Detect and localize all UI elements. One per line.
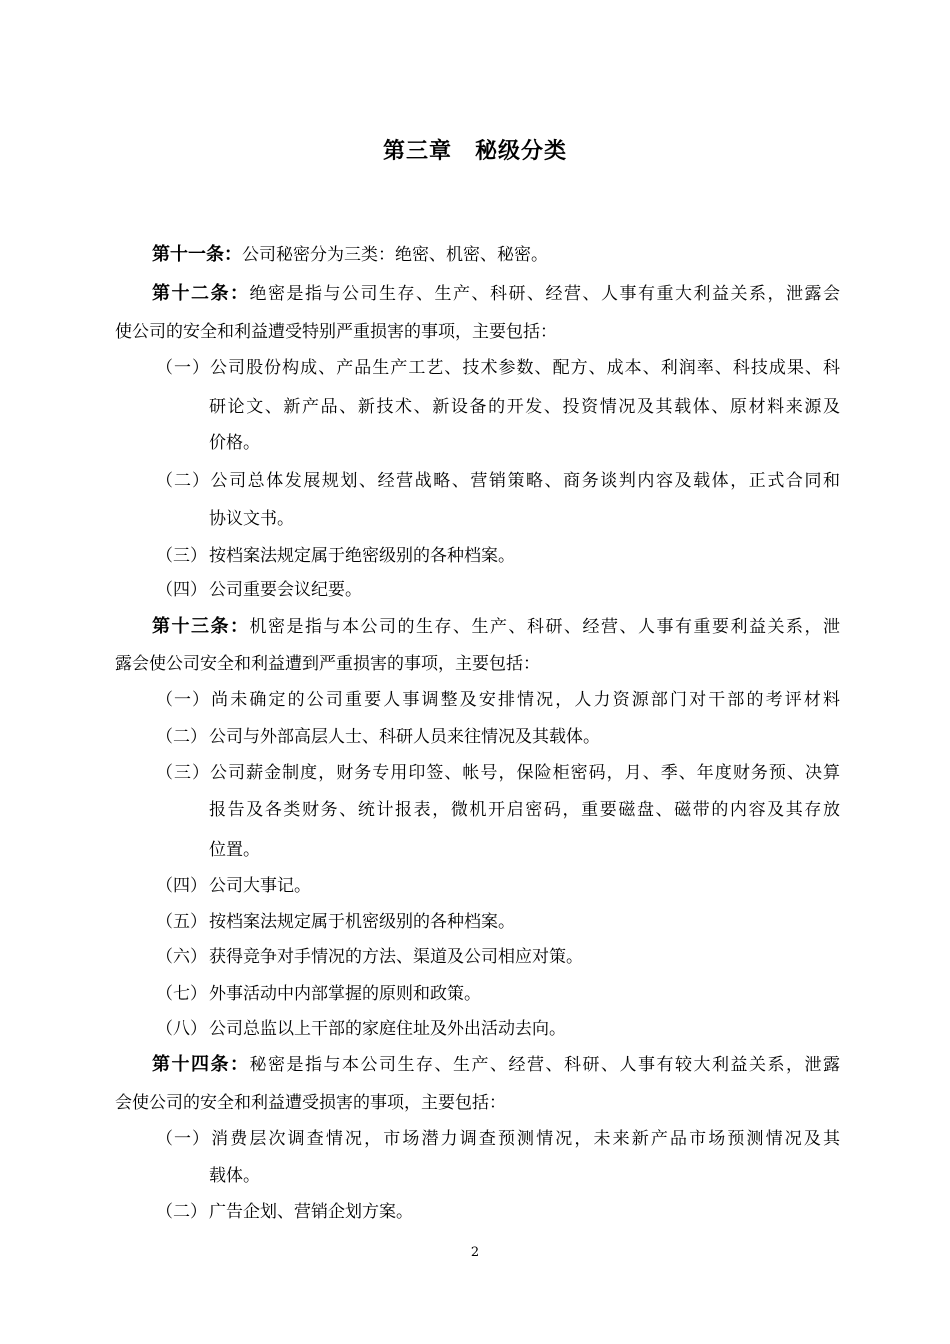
list-item-text: 协议文书。	[209, 509, 294, 529]
list-item-number: （二）	[156, 471, 209, 491]
list-item	[156, 356, 840, 380]
list-item-text: 外事活动中内部掌握的原则和政策。	[209, 984, 481, 1004]
article-label: 第十四条：	[152, 1054, 250, 1075]
article-12	[152, 282, 840, 306]
list-item-text: 广告企划、营销企划方案。	[209, 1202, 413, 1222]
list-item-number: （八）	[156, 1019, 207, 1039]
list-item-text: 公司股份构成、产品生产工艺、技术参数、配方、成本、利润率、科技成果、科	[209, 358, 840, 378]
list-item-text: 公司总体发展规划、经营战略、营销策略、商务谈判内容及载体，正式合同和	[209, 471, 840, 491]
article-label: 第十三条：	[152, 616, 250, 637]
article-label: 第十二条：	[152, 283, 250, 304]
list-item-number: （二）	[156, 727, 207, 747]
list-item-text: 报告及各类财务、统计报表，微机开启密码，重要磁盘、磁带的内容及其存放	[209, 800, 840, 820]
list-item-text: 公司重要会议纪要。	[209, 580, 362, 600]
list-item	[156, 1127, 840, 1151]
list-item-number: （三）	[156, 546, 207, 566]
list-item	[156, 982, 840, 1006]
article-text: 机密是指与本公司的生存、生产、科研、经营、人事有重要利益关系，泄	[249, 617, 840, 637]
list-item	[156, 469, 840, 493]
list-item	[156, 761, 840, 785]
article-text: 使公司的安全和利益遭受特别严重损害的事项，主要包括：	[115, 322, 557, 342]
list-item-text: 公司与外部高层人士、科研人员来往情况及其载体。	[209, 727, 600, 747]
list-item	[156, 874, 840, 898]
article-text: 会使公司的安全和利益遭受损害的事项，主要包括：	[115, 1093, 506, 1113]
list-item-text: 公司总监以上干部的家庭住址及外出活动去向。	[209, 1019, 566, 1039]
list-item-text: 获得竞争对手情况的方法、渠道及公司相应对策。	[209, 947, 583, 967]
list-item	[156, 688, 840, 712]
list-item-number: （二）	[156, 1202, 207, 1222]
list-item-number: （一）	[156, 1129, 209, 1149]
article-label: 第十一条：	[152, 244, 242, 265]
list-item-text: 按档案法规定属于机密级别的各种档案。	[209, 912, 515, 932]
article-text: 绝密是指与公司生存、生产、科研、经营、人事有重大利益关系，泄露会	[249, 284, 840, 304]
list-item-text: 按档案法规定属于绝密级别的各种档案。	[209, 546, 515, 566]
list-item	[156, 544, 840, 568]
article-13	[152, 615, 840, 639]
list-item-text: 消费层次调查情况，市场潜力调查预测情况，未来新产品市场预测情况及其	[209, 1129, 840, 1149]
article-14	[152, 1053, 840, 1077]
list-item-number: （六）	[156, 947, 207, 967]
list-item	[156, 578, 840, 602]
list-item-number: （四）	[156, 580, 207, 600]
article-11	[152, 243, 840, 267]
article-text: 公司秘密分为三类：绝密、机密、秘密。	[242, 245, 548, 265]
article-text: 秘密是指与本公司生存、生产、经营、科研、人事有较大利益关系，泄露	[249, 1055, 840, 1075]
list-item-number: （一）	[156, 358, 209, 378]
article-text: 露会使公司安全和利益遭到严重损害的事项，主要包括：	[115, 654, 540, 674]
list-item	[156, 1017, 840, 1041]
page-number: 2	[470, 1245, 480, 1260]
list-item	[156, 910, 840, 934]
list-item-text: 公司薪金制度，财务专用印签、帐号，保险柜密码，月、季、年度财务预、决算	[209, 763, 840, 783]
list-item-number: （七）	[156, 984, 207, 1004]
list-item-text: 位置。	[209, 840, 260, 860]
list-item-text: 价格。	[209, 433, 260, 453]
list-item-number: （三）	[156, 763, 209, 783]
list-item-text: 公司大事记。	[209, 876, 311, 896]
chapter-title: 第三章 秘级分类	[382, 139, 567, 164]
list-item	[156, 725, 840, 749]
list-item-number: （四）	[156, 876, 207, 896]
list-item-text: 研论文、新产品、新技术、新设备的开发、投资情况及其载体、原材料来源及	[209, 397, 840, 417]
list-item	[156, 1200, 840, 1224]
list-item-text: 载体。	[209, 1166, 260, 1186]
list-item	[156, 945, 840, 969]
list-item-number: （一）	[156, 690, 209, 710]
list-item-text: 尚未确定的公司重要人事调整及安排情况，人力资源部门对干部的考评材料	[209, 690, 840, 710]
list-item-number: （五）	[156, 912, 207, 932]
